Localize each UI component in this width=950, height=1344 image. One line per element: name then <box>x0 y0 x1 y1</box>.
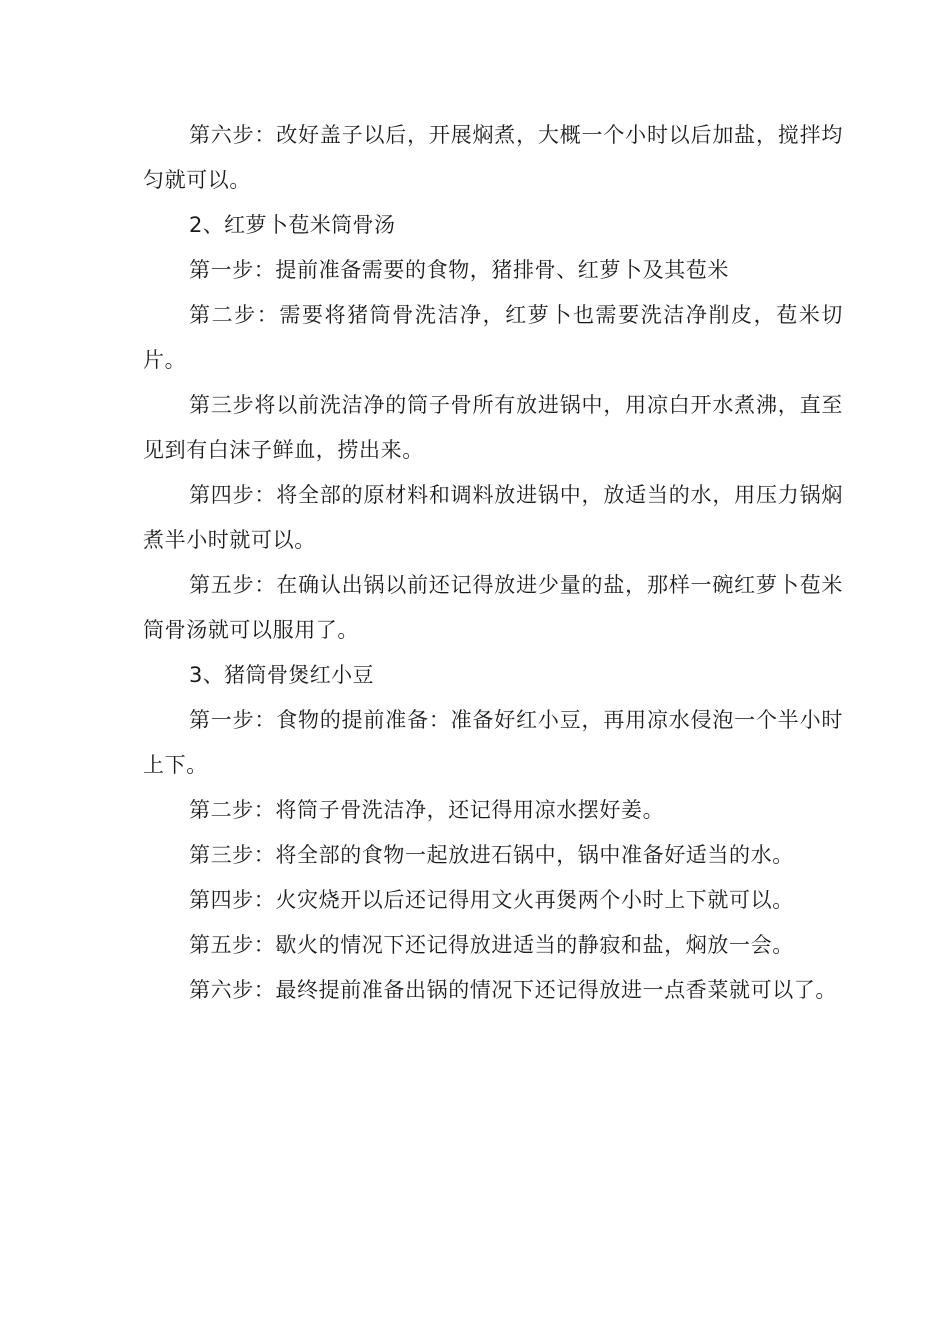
document-body <box>143 113 843 1013</box>
step-paragraph: 第五步：在确认出锅以前还记得放进少量的盐，那样一碗红萝卜苞米筒骨汤就可以服用了。 <box>143 573 843 642</box>
step-paragraph: 第五步：歇火的情况下还记得放进适当的静寂和盐，焖放一会。 <box>189 933 794 957</box>
step-paragraph: 第四步：将全部的原材料和调料放进锅中，放适当的水，用压力锅焖煮半小时就可以。 <box>143 483 843 552</box>
section-heading: 3、猪筒骨煲红小豆 <box>189 663 374 687</box>
step-paragraph: 第二步：需要将猪筒骨洗洁净，红萝卜也需要洗洁净削皮，苞米切片。 <box>143 303 843 372</box>
step-paragraph: 第四步：火灾烧开以后还记得用文火再煲两个小时上下就可以。 <box>189 888 794 912</box>
step-paragraph: 第一步：食物的提前准备：准备好红小豆，再用凉水侵泡一个半小时上下。 <box>143 708 843 777</box>
step-paragraph: 第一步：提前准备需要的食物，猪排骨、红萝卜及其苞米 <box>189 258 729 282</box>
step-paragraph: 第三步：将全部的食物一起放进石锅中，锅中准备好适当的水。 <box>189 843 794 867</box>
step-paragraph: 第二步：将筒子骨洗洁净，还记得用凉水摆好姜。 <box>189 798 665 822</box>
step-paragraph: 第六步：改好盖子以后，开展焖煮，大概一个小时以后加盐，搅拌均匀就可以。 <box>143 123 843 192</box>
step-paragraph: 第六步：最终提前准备出锅的情况下还记得放进一点香菜就可以了。 <box>189 978 837 1002</box>
section-heading: 2、红萝卜苞米筒骨汤 <box>189 213 396 237</box>
step-paragraph: 第三步将以前洗洁净的筒子骨所有放进锅中，用凉白开水煮沸，直至见到有白沫子鲜血，捞出来。 <box>143 393 843 462</box>
